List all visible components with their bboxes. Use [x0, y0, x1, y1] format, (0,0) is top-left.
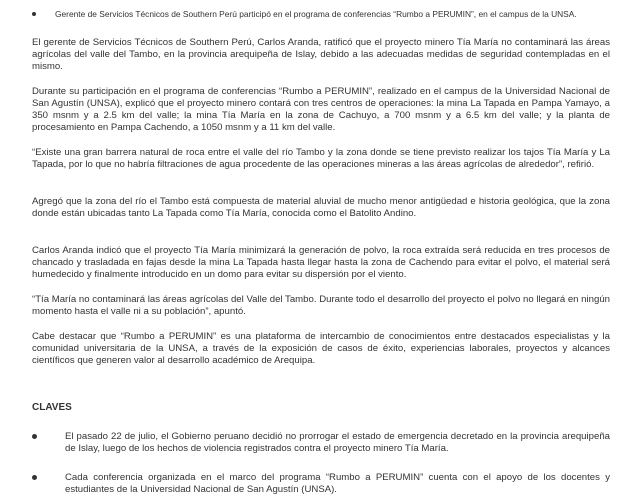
- paragraph-operations: Durante su participación en el programa de conferencias “Rumbo a PERUMIN”, realizado en el campus de la Universidad Nacional de San Agustín (UNSA), explicó que el proyecto minero contará con tres centros de operaciones: la mina La Tapada en Pampa Yamayo, a 350 msnm y a 2.5 km del valle; la mina Tía María en la zona de Cachuyo, a 700 msnm y a 6.5 km del valle; y la planta de procesamiento en Pampa Cachendo, a 1050 msnm y a 11 km del valle.: [32, 86, 610, 133]
- claves-item: [32, 431, 610, 455]
- bullet-icon: [32, 434, 37, 439]
- claves-heading: CLAVES: [32, 402, 72, 413]
- paragraph-dust: Carlos Aranda indicó que el proyecto Tía María minimizará la generación de polvo, la roca extraída será reducida en tres procesos de chancado y trasladada en fajas desde la mina La Tapada hasta llegar hasta la zona de Cachendo para evitar el polvo, el material será humedecido y finalmente introducido en un domo para evitar su dispersión por el viento.: [32, 245, 610, 280]
- paragraph-perumin: Cabe destacar que “Rumbo a PERUMIN” es una plataforma de intercambio de conocimientos entre destacados especialistas y la comunidad universitaria de la UNSA, a través de la exposición de casos de éxito, experiencias laborales, proyectos y alcances científicos que generen valor al desarrollo académico de Arequipa.: [32, 331, 610, 366]
- paragraph-quote-contamination: “Tía María no contaminará las áreas agrícolas del Valle del Tambo. Durante todo el desarrollo del proyecto el polvo no llegará en ningún momento hasta el valle ni a su población”, apuntó.: [32, 294, 610, 317]
- paragraph-intro: El gerente de Servicios Técnicos de Southern Perú, Carlos Aranda, ratificó que el proyecto minero Tía María no contaminará las áreas agrícolas del valle del Tambo, en la provincia arequipeña de Islay, debido a las adecuadas medidas de seguridad contempladas en el mismo.: [32, 37, 610, 72]
- bullet-icon: [32, 475, 37, 480]
- bullet-icon: [32, 12, 36, 16]
- paragraph-quote-barrier: “Existe una gran barrera natural de roca entre el valle del río Tambo y la zona donde se tiene previsto realizar los tajos Tía María y La Tapada, por lo que no habría filtraciones de agua procedente de las operaciones mineras a las áreas agrícolas de alrededor”, refirió.: [32, 147, 610, 170]
- summary-bullet: [32, 8, 632, 20]
- claves-item: [32, 472, 610, 496]
- claves-item-text: El pasado 22 de julio, el Gobierno peruano decidió no prorrogar el estado de emergencia decretado en la provincia arequipeña de Islay, luego de los hechos de violencia registrados contra el proyecto minero Tía María.: [65, 431, 610, 454]
- paragraph-geology: Agregó que la zona del río el Tambo está compuesta de material aluvial de mucho menor antigüedad e historia geológica, que la zona donde están ubicadas tanto La Tapada como Tía María, conocida como el Batolito Andino.: [32, 196, 610, 219]
- claves-item-text: Cada conferencia organizada en el marco del programa “Rumbo a PERUMIN” cuenta con el apoyo de los docentes y estudiantes de la Universidad Nacional de San Agustín (UNSA).: [65, 472, 610, 495]
- summary-bullet-text: Gerente de Servicios Técnicos de Southern Perú participó en el programa de conferencias “Rumbo a PERUMIN”, en el campus de la UNSA.: [55, 9, 577, 19]
